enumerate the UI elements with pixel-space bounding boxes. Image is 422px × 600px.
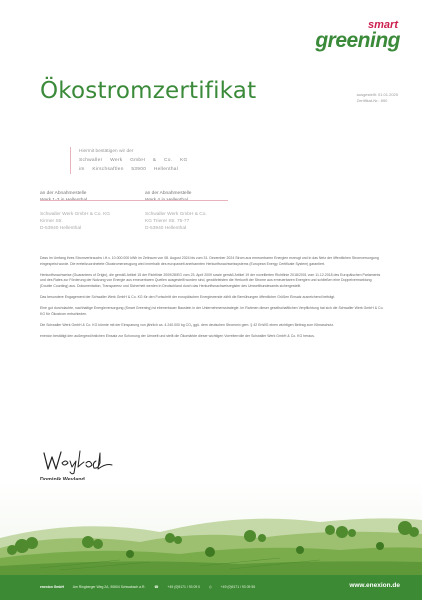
body-paragraph: enexion bestätigt den außergewöhnlichen Einsatz zur Schonung der Umwelt und stellt die Ökomärkte dieser wichtigen Vorreiterrolle der Schwaller Werk GmbH & Co. KG heraus. (40, 334, 315, 339)
confirmation-heading: Hiermit bestätigen wir der (79, 149, 134, 154)
footer-phone: +49 (0)9171 / 93 09 0 (167, 585, 201, 589)
smart-greening-logo (315, 20, 400, 52)
certificate-title: Ökostromzertifikat (40, 78, 257, 104)
body-paragraph: Dass im Umfang ihres Stromverbrauchs i.H.v. 10.000.000 kWh im Zeitraum von 08. August 2024 bis zum 31. Dezember 2024 Strom aus erneuerbaren Energien erzeugt und in das Netz der öffentlichen Stromversorgung eingespeist wurde. Die ereteilzuordnetete Ökostromerzeugung wird innerhalb des europaweit anerkannten Herkunftsnachweissystems (European Energy Certificate System) garantiert. (40, 256, 379, 266)
handwritten-signature (40, 449, 115, 475)
confirmation-company: Schwaller Werk GmbH & Co. KG (79, 158, 188, 163)
logo-greening-text: greening (315, 29, 400, 52)
issue-date: ausgestellt: 01.01.2025 (356, 92, 398, 97)
page-footer (0, 575, 422, 600)
footer-fax: +49 (0)9171 / 93 09 55 (220, 585, 256, 589)
site-address: Schwaller Werk GmbH & Co. KG Kirmer Str. D-53940 Hellenthal (40, 212, 111, 231)
certificate-body (40, 256, 384, 346)
site-column-2 (145, 190, 207, 232)
footer-website-link[interactable]: www.enexion.de (349, 582, 400, 589)
landscape-illustration (0, 480, 422, 575)
phone-icon: ☎ (154, 585, 159, 589)
site-column-1 (40, 190, 110, 232)
logo-smart-text: smart (368, 19, 398, 31)
confirmation-block (70, 147, 219, 174)
fax-icon: ⎙ (209, 585, 212, 589)
certificate-meta (357, 92, 398, 104)
footer-company: enexion GmbH (40, 585, 64, 589)
site-label: an der Abnahmestelle (145, 191, 192, 196)
footer-address: Am Ringberger Weg 2A, 90604 Schwabach a.R. (72, 585, 146, 589)
body-paragraph: Herkunftsnachweise (Guarantees of Origin), die gemäß Artikel 15 der Richtlinie 2009/28/EG vom 23. April 2009 sowie gemäß Artikel 19 der novellierten Richtlinie 2018/2001 vom 11.12.2018 des Europäischen Parlaments und des Rates zur Förderung der Nutzung von Energie aus erneuerbaren Quellen ausgestellt worden sind, gewährleisten die Herkunft der Strome aus erneuerbaren Energien und schließen eine Doppelvermarktung (Double Counting) aus. Dokumentation, Transparenz und Sicherheit werden in Deutschland durch das Herkunftsnachweisregister des Umweltbundesamts sichergestellt. (40, 272, 381, 288)
site-label: an der Abnahmestelle (40, 191, 87, 196)
certificate-number: Zertifikat-Nr.: 890 (356, 98, 388, 103)
site-address: Schwaller Werk GmbH & Co. KG Trierer Str. 75-77 D-53940 Hellenthal (145, 212, 207, 231)
footer-contact (40, 585, 263, 589)
body-paragraph: Das besondere Engagement der Schwaller Werk GmbH & Co. KG für den Fortschritt der europäischen Energiewende zählt die Bemühungen öffentlicher Größen Einsatz ausreichend beiträgt. (40, 295, 336, 300)
confirmation-street: im Kirschsaftlen 53900 Hellenthal (79, 167, 179, 172)
body-paragraph: Die Schwaller Werk GmbH & Co. KG könnte mit der Einsparung von jährlich ca. 4.240.000 kg CO₂ ggü. dem deutschen Strommix gem. § 42 EnWG einen wichtigen Beitrag zum Klimaschutz. (40, 323, 335, 328)
body-paragraph: Eine gut durchdachte, nachhaltige Energieversorgung (Smart Greening) ist ebenerbauer Baustein in der Unternehmensstrategie. Im Rahmen dieser gesellschaftlichen Verpflichtung hat sich die Schwaller Werk GmbH & Co. KG für Ökostrom entschieden. (40, 306, 384, 316)
site-divider (40, 200, 228, 201)
